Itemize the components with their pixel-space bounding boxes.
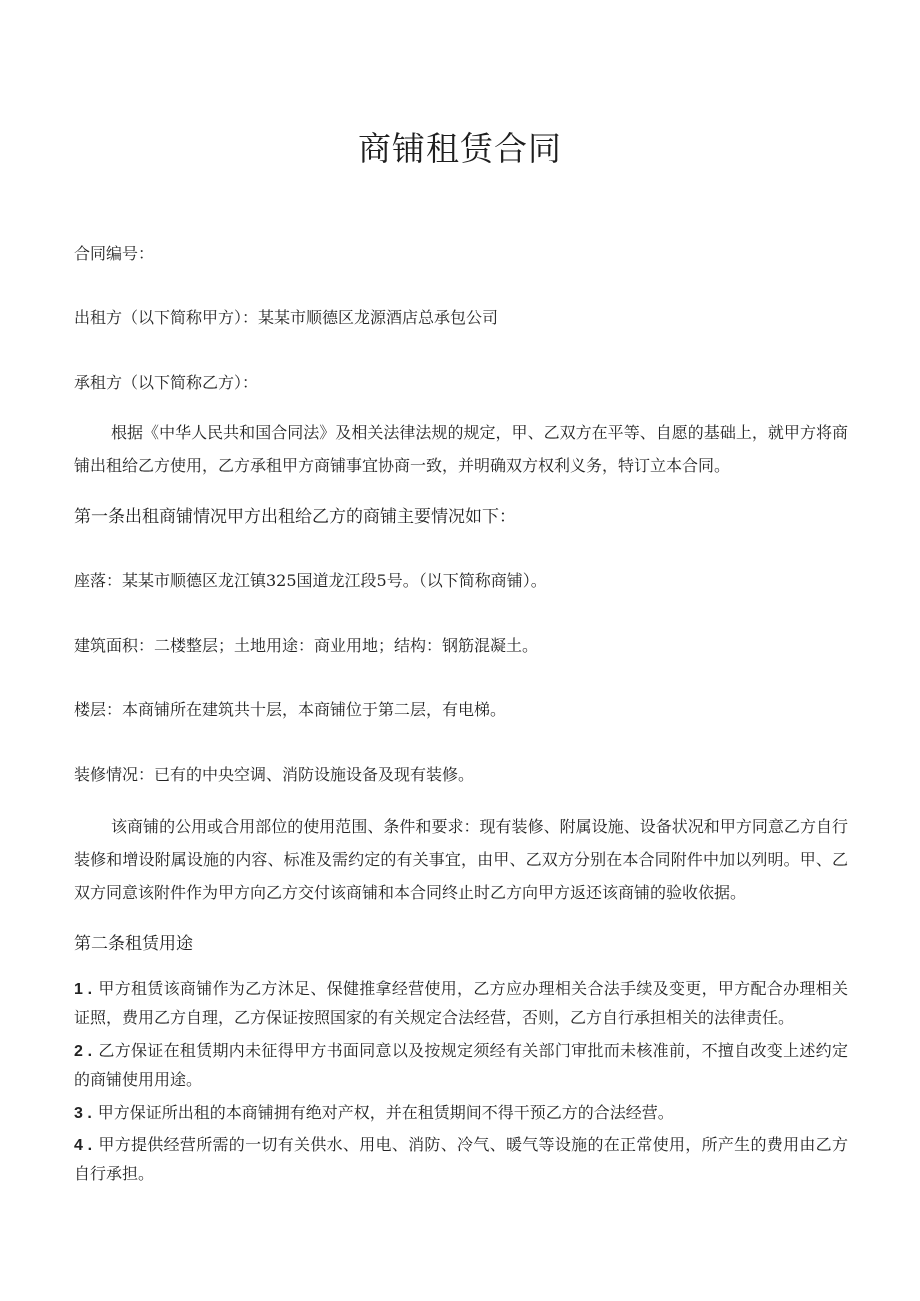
floor-line: 楼层：本商铺所在建筑共十层，本商铺位于第二层，有电梯。 [74, 700, 507, 719]
location-line: 座落：某某市顺德区龙江镇325国道龙江段5号。（以下简称商铺）。 [74, 571, 547, 590]
lessor-line: 出租方（以下简称甲方）：某某市顺德区龙源酒店总承包公司 [74, 308, 499, 327]
list-item-text: 甲方租赁该商铺作为乙方沐足、保健推拿经营使用，乙方应办理相关合法手续及变更，甲方配合办理相关证照，费用乙方自理，乙方保证按照国家的有关规定合法经营，否则，乙方自行承担相关的法律责任。 [74, 979, 848, 1027]
preamble-paragraph: 根据《中华人民共和国合同法》及相关法律法规的规定，甲、乙双方在平等、自愿的基础上，就甲方将商铺出租给乙方使用，乙方承租甲方商铺事宜协商一致，并明确双方权利义务，特订立本合同。 [74, 423, 848, 475]
list-item-number: 3 . [74, 1105, 92, 1122]
contract-number-label: 合同编号： [74, 244, 155, 263]
list-item-number: 2 . [74, 1043, 93, 1060]
list-item [74, 1131, 848, 1188]
list-item [74, 1099, 848, 1128]
list-item-number: 4 . [74, 1137, 93, 1154]
list-item [74, 1037, 848, 1094]
list-item [74, 975, 848, 1032]
list-item-number: 1 . [74, 981, 93, 998]
area-line: 建筑面积：二楼整层；土地用途：商业用地；结构：钢筋混凝土。 [74, 636, 539, 655]
list-item-text: 甲方保证所出租的本商铺拥有绝对产权，并在租赁期间不得干预乙方的合法经营。 [97, 1103, 674, 1122]
document-title: 商铺租赁合同 [358, 129, 562, 168]
lessee-line: 承租方（以下简称乙方）： [74, 373, 259, 392]
decoration-line: 装修情况：已有的中央空调、消防设施设备及现有装修。 [74, 765, 475, 784]
common-parts-paragraph: 该商铺的公用或合用部位的使用范围、条件和要求：现有装修、附属设施、设备状况和甲方同意乙方自行装修和增设附属设施的内容、标准及需约定的有关事宜，由甲、乙双方分别在本合同附件中加以列明。甲、乙双方同意该附件作为甲方向乙方交付该商铺和本合同终止时乙方向甲方返还该商铺的验收依据。 [74, 817, 848, 902]
list-item-text: 乙方保证在租赁期内未征得甲方书面同意以及按规定须经有关部门审批而未核准前，不擅自改变上述约定的商铺使用用途。 [74, 1041, 848, 1089]
article2-heading: 第二条租赁用途 [74, 934, 193, 954]
article1-heading: 第一条出租商铺情况甲方出租给乙方的商铺主要情况如下： [74, 507, 516, 527]
list-item-text: 甲方提供经营所需的一切有关供水、用电、消防、冷气、暖气等设施的在正常使用，所产生的费用由乙方自行承担。 [74, 1135, 848, 1183]
